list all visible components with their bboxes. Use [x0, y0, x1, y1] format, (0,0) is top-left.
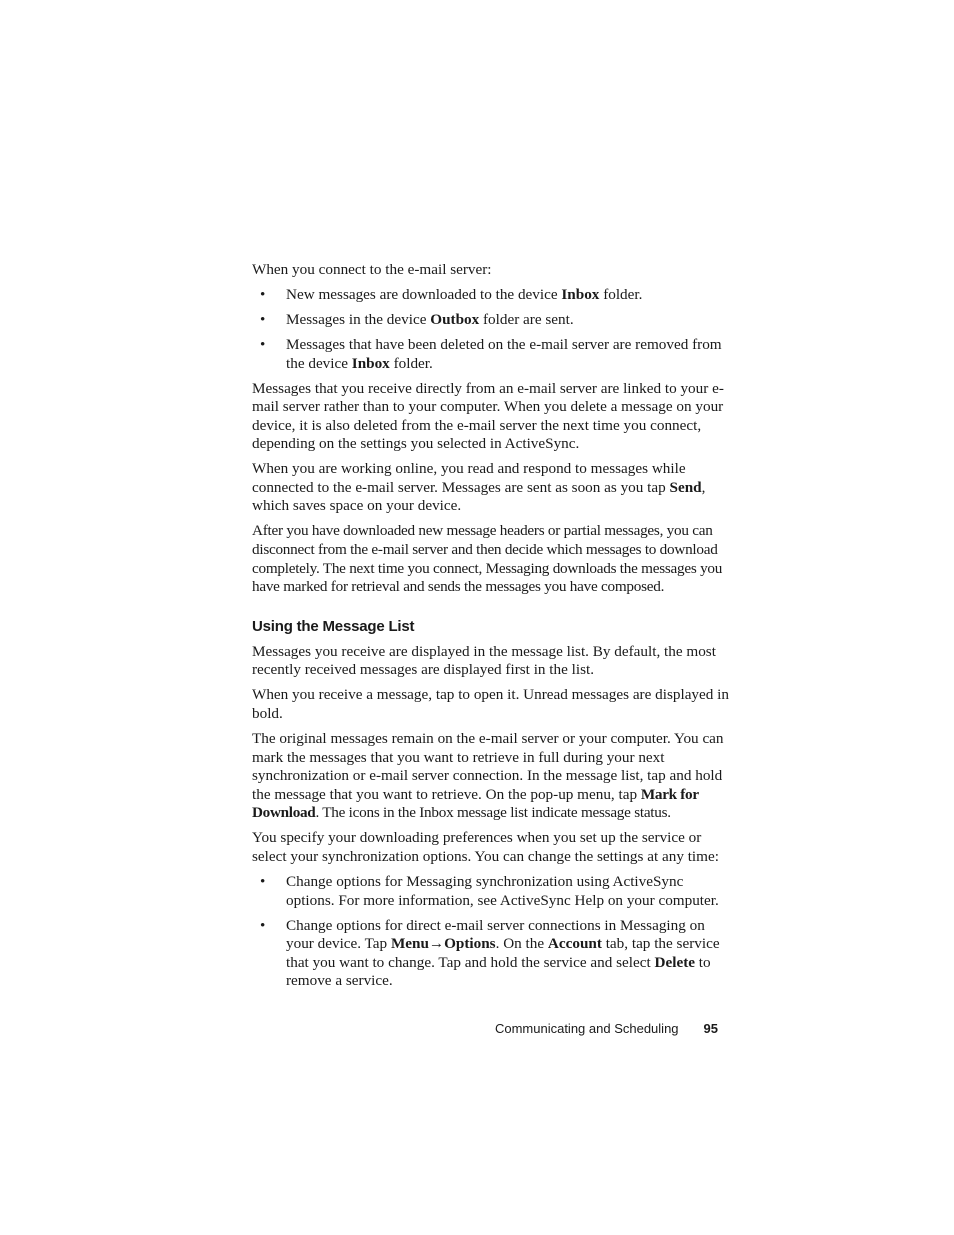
- page-body: [252, 261, 732, 997]
- section-heading: Using the Message List: [252, 617, 415, 635]
- working-online-paragraph: When you are working online, you read and respond to messages while connected to the e-mail server. Messages are sent as soon as you tap Send, which saves space on your device.: [252, 460, 706, 515]
- send-command-label: Send: [669, 478, 702, 496]
- chapter-title: Communicating and Scheduling: [494, 1021, 679, 1036]
- page-number: 95: [703, 1021, 718, 1036]
- bullet-item: • Messages that have been deleted on the e-mail server are removed from the device Inbox folder.: [252, 336, 732, 373]
- folder-name-inbox: Inbox: [561, 285, 600, 303]
- page-footer: [496, 1019, 718, 1039]
- delete-command-label: Delete: [654, 953, 695, 971]
- bullet-item: • Messages in the device Outbox folder are sent.: [252, 311, 732, 330]
- bullet-item: • Change options for Messaging synchronization using ActiveSync options. For more information, see ActiveSync Help on your computer.: [252, 873, 732, 910]
- offline-download-paragraph: After you have downloaded new message headers or partial messages, you can disconnect from the e-mail server and then decide which messages to download completely. The next time you connect, Messaging downloads the messages you have marked for retrieval and sends the messages you have composed.: [252, 522, 723, 596]
- arrow-icon: →: [428, 935, 445, 953]
- folder-name-outbox: Outbox: [430, 310, 480, 328]
- menu-command-label: Menu: [390, 935, 429, 953]
- bullet-item: • Change options for direct e-mail server connections in Messaging on your device. Tap Menu→Options. On the Account tab, tap the service that you want to change. Tap and hold the service and select Delete to remove a service.: [252, 917, 732, 991]
- message-list-paragraph: Messages you receive are displayed in the message list. By default, the most recently received messages are displayed first in the list.: [252, 642, 716, 679]
- original-messages-paragraph: The original messages remain on the e-mail server or your computer. You can mark the messages that you want to retrieve in full during your next synchronization or e-mail server connection. In the message list, tap and hold the message that you want to retrieve. On the pop-up menu, tap Mark for Download. The icons in the Inbox message list indicate message status.: [252, 730, 724, 822]
- mark-for-download-label: Mark for Download: [252, 785, 699, 822]
- intro-paragraph: When you connect to the e-mail server:: [252, 261, 492, 278]
- bullet-item: • New messages are downloaded to the device Inbox folder.: [252, 286, 732, 305]
- open-message-paragraph: When you receive a message, tap to open it. Unread messages are displayed in bold.: [252, 686, 729, 723]
- folder-name-inbox: Inbox: [351, 354, 390, 372]
- connect-bullet-list: [252, 286, 732, 373]
- options-command-label: Options: [444, 935, 496, 953]
- download-preferences-paragraph: You specify your downloading preferences when you set up the service or select your synchronization options. You can change the settings at any time:: [252, 829, 719, 865]
- options-bullet-list: [252, 873, 732, 991]
- account-tab-label: Account: [547, 935, 602, 953]
- linked-messages-paragraph: Messages that you receive directly from an e-mail server are linked to your e-mail server rather than to your computer. When you delete a message on your device, it is also deleted from the e-mail server the next time you connect, depending on the settings you selected in ActiveSync.: [252, 379, 724, 453]
